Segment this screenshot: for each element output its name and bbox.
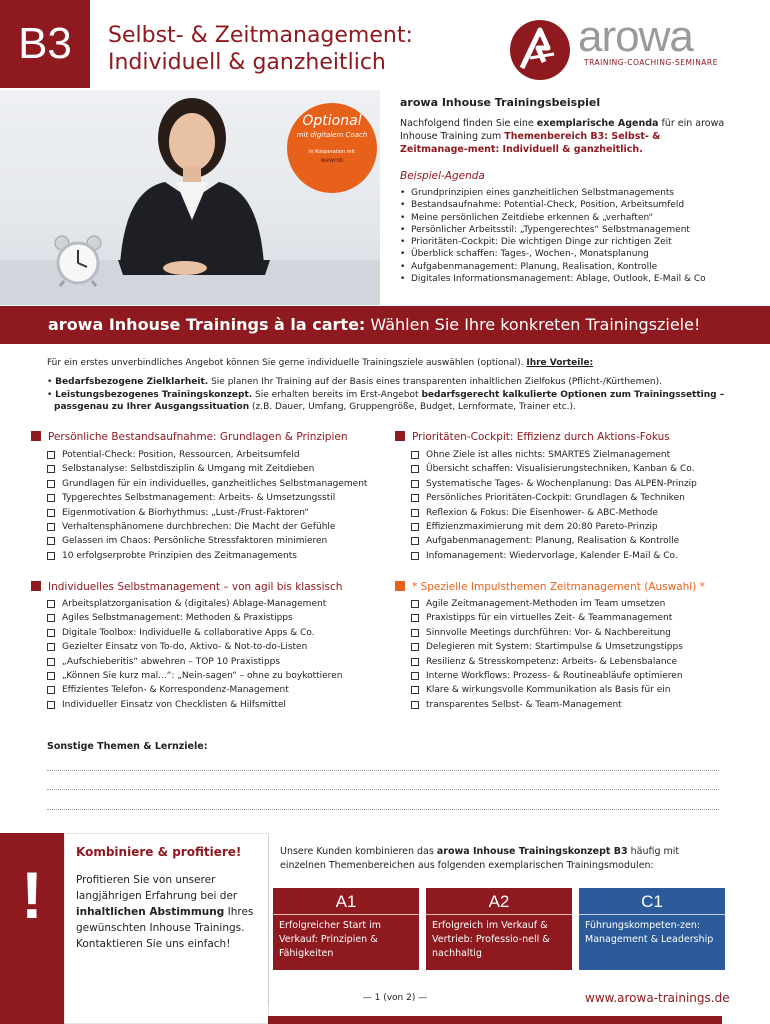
section-1 — [31, 431, 381, 563]
page-title-line1: Selbst- & Zeitmanagement: — [108, 23, 413, 48]
checkbox[interactable] — [411, 494, 419, 502]
badge-partner: wewrok — [320, 157, 344, 164]
module-c1-code: C1 — [641, 892, 663, 911]
checklist-item — [47, 669, 381, 683]
checklist-item-label: Agile Zeitmanagement-Methoden im Team umsetzen — [426, 599, 666, 609]
section-3 — [31, 581, 381, 712]
checklist-item-label: Praxistipps für ein virtuelles Zeit- & Teammanagement — [426, 613, 673, 624]
section-2-list — [411, 448, 745, 563]
logo-wordmark: arowa — [578, 12, 693, 61]
checklist-item — [411, 462, 745, 476]
section-3-list — [47, 597, 381, 712]
checkbox[interactable] — [47, 701, 55, 709]
checkbox[interactable] — [411, 537, 419, 545]
checklist-item-label: „Können Sie kurz mal...“: „Nein-sagen“ – ohne zu boykottieren — [62, 671, 343, 682]
checklist-item — [411, 698, 745, 712]
intro-text — [400, 117, 730, 156]
checklist-item-label: Systematische Tages- & Wochenplanung: Das ALPEN-Prinzip — [426, 478, 697, 489]
checkbox[interactable] — [47, 643, 55, 651]
checklist-item — [411, 640, 745, 654]
checkbox[interactable] — [411, 686, 419, 694]
checkbox[interactable] — [47, 600, 55, 608]
section-3-title-text: Individuelles Selbstmanagement – von agil bis klassisch — [48, 581, 343, 593]
agenda-item: • Meine persönlichen Zeitdiebe erkennen & „verhaften“ — [400, 212, 730, 224]
other-topics-line-3[interactable] — [47, 809, 719, 810]
module-a1[interactable] — [273, 888, 419, 970]
combine-intro-bold: arowa Inhouse Trainingskonzept B3 — [436, 846, 628, 857]
checklist-item-label: Persönliches Prioritäten-Cockpit: Grundlagen & Techniken — [426, 493, 685, 504]
checklist-item-label: Grundlagen für ein individuelles, ganzheitliches Selbstmanagement — [62, 478, 368, 489]
advantage-2-bold2: bedarfsgerecht kalkulierte Optionen zum Trainingssetting – passgenau zu Ihrer Ausgangssituation — [54, 389, 725, 412]
combine-title: Kombiniere & profitiere! — [76, 845, 242, 859]
checkbox[interactable] — [411, 523, 419, 531]
checklist-item-label: Interne Workflows: Prozess- & Routineabläufe optimieren — [426, 671, 683, 682]
checklist-item — [47, 520, 381, 534]
exclamation-icon: ! — [21, 858, 43, 932]
logo-tagline: TRAINING-COACHING-SEMINARE — [584, 58, 718, 67]
checklist-item-label: Ohne Ziele ist alles nichts: SMARTES Zielmanagement — [426, 450, 671, 460]
checkbox[interactable] — [47, 537, 55, 545]
checklist-item — [411, 477, 745, 491]
checklist-item-label: Agiles Selbstmanagement: Methoden & Praxistipps — [62, 613, 293, 624]
checkbox[interactable] — [47, 451, 55, 459]
checklist-item — [411, 549, 745, 563]
checklist-item — [47, 626, 381, 640]
section-1-list — [47, 448, 381, 563]
checkbox[interactable] — [47, 658, 55, 666]
intro-text-bold: exemplarische Agenda — [536, 118, 659, 129]
checklist-item — [411, 597, 745, 611]
combine-intro-post: häufig mit einzelnen Themenbereichen aus folgenden exemplarischen Trainingsmodulen: — [280, 846, 680, 871]
module-a2[interactable] — [426, 888, 572, 970]
combine-text-2: Ihres gewünschten Inhouse Trainings. Kontaktieren Sie uns einfach! — [76, 906, 254, 950]
checklist-item-label: Potential-Check: Position, Ressourcen, Arbeitsumfeld — [62, 450, 300, 460]
module-a2-text: Erfolgreich im Verkauf & Vertrieb: Professio-nell & nachhaltig — [432, 920, 550, 959]
checklist-item-label: Klare & wirkungsvolle Kommunikation als Basis für ein — [426, 685, 671, 696]
checklist-item — [411, 683, 745, 697]
page-title-line2: Individuell & ganzheitlich — [108, 50, 386, 75]
footer-strip — [268, 1016, 722, 1024]
advantage-2-end: (z.B. Dauer, Umfang, Gruppengröße, Budget, Lernformate, Trainer etc.). — [249, 402, 576, 412]
section-code: B3 — [18, 19, 72, 68]
combine-text-1: Profitieren Sie von unserer langjährigen Erfahrung bei der — [76, 874, 238, 902]
intro-heading: arowa Inhouse Trainingsbeispiel — [400, 96, 601, 109]
checklist-item — [411, 655, 745, 669]
checklist-item-label: Gelassen im Chaos: Persönliche Stressfaktoren minimieren — [62, 536, 328, 547]
checklist-item — [47, 462, 381, 476]
module-a2-code: A2 — [488, 892, 510, 911]
banner-bold: arowa Inhouse Trainings à la carte: — [48, 315, 366, 334]
checklist-item — [47, 597, 381, 611]
checkbox[interactable] — [47, 614, 55, 622]
checklist-item-label: Reflexion & Fokus: Die Eisenhower- & ABC-Methode — [426, 507, 658, 518]
agenda-item: • Bestandsaufnahme: Potential-Check, Position, Arbeitsumfeld — [400, 199, 730, 211]
section-bullet-icon — [31, 431, 41, 441]
combine-text — [76, 872, 256, 952]
intro-text-topic: Themenbereich B3: Selbst- & Zeitmanage-ment: Individuell & ganzheitlich. — [400, 131, 661, 155]
section-bullet-icon — [395, 431, 405, 441]
arowa-logo-icon — [508, 18, 572, 82]
checklist-item-label: Arbeitsplatzorganisation & (digitales) Ablage-Management — [62, 599, 327, 609]
checkbox[interactable] — [411, 658, 419, 666]
intro-text-pre: Nachfolgend finden Sie eine — [400, 118, 537, 129]
module-a1-code: A1 — [335, 892, 357, 911]
checklist-item-label: Digitale Toolbox: Individuelle & collaborative Apps & Co. — [62, 627, 315, 638]
agenda-item: • Grundprinzipien eines ganzheitlichen Selbstmanagements — [400, 187, 730, 199]
section-code-box — [0, 0, 90, 88]
module-divider — [273, 914, 419, 915]
checklist-item — [47, 611, 381, 625]
section-4 — [395, 581, 745, 712]
section-2 — [395, 431, 745, 563]
checkbox[interactable] — [411, 552, 419, 560]
advantages-list — [47, 376, 727, 414]
checklist-item-label: Infomanagement: Wiedervorlage, Kalender E-Mail & Co. — [426, 550, 678, 561]
checkbox[interactable] — [47, 552, 55, 560]
checklist-item — [47, 491, 381, 505]
checklist-item-label: Sinnvolle Meetings durchführen: Vor- & Nachbereitung — [426, 627, 671, 638]
advantage-2: • Leistungsbezogenes Trainingskonzept. Sie erhalten bereits im Erst-Angebot bedarfsgerecht kalkulierte Optionen zum Trainingssetting – passgenau zu Ihrer Ausgangssituation (z.B. Dauer, Umfang, Gruppengröße, Budget, Lernformate, Trainer etc.). — [47, 389, 725, 412]
checklist-item-label: Effizienzmaximierung mit dem 20:80 Pareto-Prinzip — [426, 522, 658, 533]
section-bullet-icon — [395, 581, 405, 591]
checklist-item-label: Aufgabenmanagement: Planung, Realisation & Kontrolle — [426, 536, 680, 547]
agenda-item: • Prioritäten-Cockpit: Die wichtigen Dinge zur richtigen Zeit — [400, 236, 730, 248]
checklist-item-label: Effizientes Telefon- & Korrespondenz-Management — [62, 685, 289, 696]
checklist-item — [47, 448, 381, 462]
module-c1-text: Führungskompeten-zen: Management & Leadership — [585, 920, 714, 945]
checklist-item — [47, 698, 381, 712]
badge-title: Optional — [302, 113, 362, 129]
checklist-item-label: Resilienz & Stresskompetenz: Arbeits- & Lebensbalance — [426, 656, 678, 667]
checklist-item — [411, 669, 745, 683]
agenda-item: • Persönlicher Arbeitsstil: „Typengerechtes“ Selbstmanagement — [400, 224, 730, 236]
combine-intro — [280, 845, 720, 872]
module-divider — [579, 914, 725, 915]
checkbox[interactable] — [411, 643, 419, 651]
agenda-list — [400, 187, 730, 285]
advantage-2-text: Sie erhalten bereits im Erst-Angebot — [252, 389, 422, 400]
exclamation-panel — [0, 833, 64, 1024]
checkbox[interactable] — [47, 629, 55, 637]
section-2-title-text: Prioritäten-Cockpit: Effizienz durch Aktions-Fokus — [412, 431, 670, 443]
checklist-item-label: Verhaltensphänomene durchbrechen: Die Macht der Gefühle — [62, 522, 336, 533]
checklist-item — [411, 520, 745, 534]
checkbox[interactable] — [47, 686, 55, 694]
combine-text-bold: inhaltlichen Abstimmung — [76, 906, 225, 918]
checklist-item-label: Typgerechtes Selbstmanagement: Arbeits- & Umsetzungsstil — [62, 493, 336, 504]
checkbox[interactable] — [411, 614, 419, 622]
checkbox[interactable] — [47, 509, 55, 517]
checklist-item-label: Gezielter Einsatz von To-do, Aktivo- & Not-to-do-Listen — [62, 642, 308, 653]
other-topics-line-2[interactable] — [47, 789, 719, 790]
carte-lead-text: Für ein erstes unverbindliches Angebot können Sie gerne individuelle Trainingsziele auswählen (optional). — [47, 358, 527, 368]
checklist-item-label: Individueller Einsatz von Checklisten & Hilfsmittel — [62, 699, 286, 710]
checkbox[interactable] — [411, 451, 419, 459]
checklist-item-label: „Aufschieberitis“ abwehren – TOP 10 Praxistipps — [62, 656, 281, 667]
agenda-title: Beispiel-Agenda — [400, 170, 485, 182]
other-topics-line-1[interactable] — [47, 770, 719, 771]
checkbox[interactable] — [47, 523, 55, 531]
badge-subtitle: mit digitalem Coach — [296, 131, 368, 139]
optional-badge — [287, 103, 377, 193]
checklist-item — [47, 655, 381, 669]
checklist-item-label: transparentes Selbst- & Team-Management — [426, 699, 622, 710]
section-4-title — [395, 581, 745, 593]
checklist-item — [411, 506, 745, 520]
checkbox[interactable] — [411, 600, 419, 608]
checkbox[interactable] — [411, 480, 419, 488]
carte-lead-advantages: Ihre Vorteile: — [526, 358, 594, 368]
agenda-item: • Überblick schaffen: Tages-, Wochen-, Monatsplanung — [400, 248, 730, 260]
checklist-item — [411, 491, 745, 505]
advantage-1-text: Sie planen Ihr Training auf der Basis eines transparenten inhaltlichen Zielfokus (Pflicht-/Kürthemen). — [208, 377, 662, 387]
intro-block — [400, 96, 730, 285]
checklist-item — [47, 506, 381, 520]
combine-intro-pre: Unsere Kunden kombinieren das — [280, 846, 437, 857]
checkbox[interactable] — [411, 465, 419, 473]
website-link[interactable]: www.arowa-trainings.de — [585, 991, 730, 1005]
section-4-title-text: * Spezielle Impulsthemen Zeitmanagement (Auswahl) * — [412, 581, 705, 593]
agenda-item: • Digitales Informationsmanagement: Ablage, Outlook, E-Mail & Co — [400, 273, 730, 285]
checklist-item — [47, 640, 381, 654]
alarm-clock-icon — [50, 235, 106, 287]
section-2-title — [395, 431, 745, 443]
checkbox[interactable] — [411, 701, 419, 709]
section-1-title — [31, 431, 381, 443]
checklist-item — [47, 477, 381, 491]
carte-lead — [47, 357, 737, 370]
module-a1-text: Erfolgreicher Start im Verkauf: Prinzipien & Fähigkeiten — [279, 920, 382, 959]
checkbox[interactable] — [411, 629, 419, 637]
checkbox[interactable] — [47, 465, 55, 473]
checkbox[interactable] — [47, 672, 55, 680]
checklist-item-label: 10 erfolgserprobte Prinzipien des Zeitmanagements — [62, 550, 297, 561]
checklist-item-label: Delegieren mit System: Startimpulse & Umsetzungstipps — [426, 642, 683, 653]
intro-text-mid: für ein arowa Inhouse Training zum — [400, 118, 725, 142]
section-3-title — [31, 581, 381, 593]
advantage-1: • Bedarfsbezogene Zielklarheit. Sie planen Ihr Training auf der Basis eines transparenten inhaltlichen Zielfokus (Pflicht-/Kürthemen). — [47, 377, 662, 387]
page-number: — 1 (von 2) — — [362, 993, 428, 1003]
checklist-item-label: Eigenmotivation & Biorhythmus: „Lust-/Frust-Faktoren“ — [62, 507, 309, 518]
module-divider — [426, 914, 572, 915]
advantage-2-bold: Leistungsbezogenes Trainingskonzept. — [55, 389, 253, 400]
agenda-item: • Aufgabenmanagement: Planung, Realisation, Kontrolle — [400, 261, 730, 273]
checklist-item — [411, 534, 745, 548]
divider — [268, 836, 269, 1006]
other-topics-label: Sonstige Themen & Lernziele: — [47, 741, 208, 752]
checklist-item — [411, 626, 745, 640]
page-title — [108, 22, 413, 76]
checklist-item — [47, 683, 381, 697]
checklist-item-label: Selbstanalyse: Selbstdisziplin & Umgang mit Zeitdieben — [62, 464, 315, 475]
checklist-item — [47, 534, 381, 548]
checkbox[interactable] — [47, 494, 55, 502]
checklist-item — [47, 549, 381, 563]
checkbox[interactable] — [411, 672, 419, 680]
section-1-title-text: Persönliche Bestandsaufnahme: Grundlagen & Prinzipien — [48, 431, 348, 443]
section-bullet-icon — [31, 581, 41, 591]
badge-small: in Kooperation mit — [308, 149, 356, 155]
carte-banner — [0, 306, 770, 344]
advantage-1-bold: Bedarfsbezogene Zielklarheit. — [55, 377, 209, 387]
checklist-item — [411, 611, 745, 625]
module-c1[interactable] — [579, 888, 725, 970]
section-4-list — [411, 597, 745, 712]
checklist-item — [411, 448, 745, 462]
checkbox[interactable] — [411, 509, 419, 517]
checkbox[interactable] — [47, 480, 55, 488]
banner-rest: Wählen Sie Ihre konkreten Trainingsziele! — [365, 315, 701, 334]
checklist-item-label: Übersicht schaffen: Visualisierungstechniken, Kanban & Co. — [426, 464, 695, 475]
